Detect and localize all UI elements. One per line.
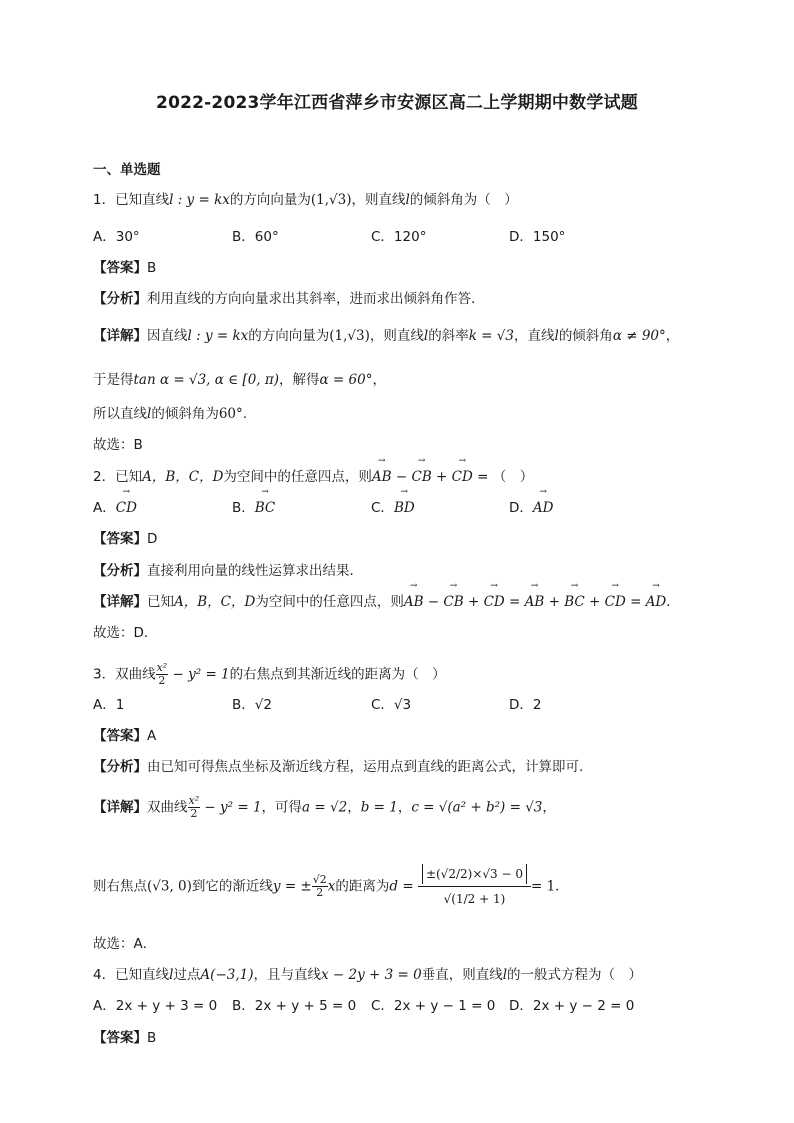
question-4-option-b: B．2x + y + 5 = 0 <box>232 998 357 1014</box>
vector-ab: → AB <box>372 467 392 487</box>
question-3-option-d: D．2 <box>509 697 542 713</box>
question-1-analysis: 【分析】利用直线的方向向量求出其斜率，进而求出倾斜角作答. <box>93 291 476 307</box>
question-2-analysis: 【分析】直接利用向量的线性运算求出结果． <box>93 563 363 579</box>
question-3-option-c: C．√3 <box>371 697 412 713</box>
question-1-stem: 1．已知直线l : y = kx的方向向量为(1,√3)，则直线l的倾斜角为（ ） <box>93 192 518 208</box>
question-1-answer: 【答案】B <box>93 260 157 276</box>
question-1-detail-line3: 所以直线l的倾斜角为60°. <box>93 406 248 422</box>
question-4-option-d: D．2x + y − 2 = 0 <box>509 998 635 1014</box>
question-3-analysis: 【分析】由已知可得焦点坐标及渐近线方程，运用点到直线的距离公式，计算即可. <box>93 759 584 775</box>
question-2-detail: 【详解】已知A，B，C，D为空间中的任意四点，则→ AB − → CB + → CD = → AB + → BC + → CD = → AD． <box>93 592 680 612</box>
question-3-answer: 【答案】A <box>93 728 157 744</box>
question-3-detail-line2: 则右焦点(√3, 0)到它的渐近线y = ± $\frac{√2}{2}$ x的距离为d = $\frac{\pm(√2/2)\times√3 - 0}{√(1/2 + 1)}$ = 1． <box>93 862 569 911</box>
question-1-option-d: D．150° <box>509 229 566 245</box>
question-2-option-b: B．→ BC <box>232 498 275 518</box>
question-3-option-a: A．1 <box>93 697 125 713</box>
question-2-conclusion: 故选：D． <box>93 625 158 641</box>
question-3-stem: 3．双曲线 $\frac{\text{x²}}{2}$ − y² = 1的右焦点到其渐近线的距离为（ ） <box>93 661 446 687</box>
question-1-option-c: C．120° <box>371 229 427 245</box>
question-3-option-b: B．√2 <box>232 697 272 713</box>
question-2-option-d: D．→ AD <box>509 498 553 518</box>
question-4-option-a: A．2x + y + 3 = 0 <box>93 998 218 1014</box>
section-heading: 一、单选题 <box>93 162 161 178</box>
question-2-answer: 【答案】D <box>93 531 158 547</box>
question-1-detail-line2: 于是得tan α = √3, α ∈ [0, π)，解得α = 60°， <box>93 372 386 388</box>
question-1-detail: 【详解】因直线l : y = kx的方向向量为(1,√3)，则直线l的斜率k = √3，直线l的倾斜角α ≠ 90°， <box>93 328 680 344</box>
vector-cb: → CB <box>412 467 432 487</box>
vector-cd: → CD <box>452 467 473 487</box>
question-4-answer: 【答案】B <box>93 1030 157 1046</box>
question-2-option-c: C．→ BD <box>371 498 415 518</box>
question-3-detail: 【详解】双曲线 $\frac{\text{x²}}{2}$ − y² = 1，可得a = √2，b = 1，c = √(a² + b²) = √3， <box>93 794 556 820</box>
page-title: 2022-2023学年江西省萍乡市安源区高二上学期期中数学试题 <box>156 93 638 113</box>
question-4-option-c: C．2x + y − 1 = 0 <box>371 998 496 1014</box>
question-3-conclusion: 故选：A． <box>93 936 157 952</box>
distance-fraction: $\frac{\pm(√2/2)\times√3 - 0}{√(1/2 + 1)}$ <box>418 862 531 911</box>
question-2-option-a: A．→ CD <box>93 498 137 518</box>
question-1-conclusion: 故选：B <box>93 437 143 453</box>
question-1-option-a: A．30° <box>93 229 140 245</box>
question-1-option-b: B．60° <box>232 229 279 245</box>
question-4-stem: 4．已知直线l过点A(−3,1)，且与直线x − 2y + 3 = 0垂直，则直线l的一般式方程为（ ） <box>93 967 643 983</box>
question-2-stem: 2．已知A，B，C，D为空间中的任意四点，则→ AB − → CB + → CD = （ ） <box>93 467 533 487</box>
